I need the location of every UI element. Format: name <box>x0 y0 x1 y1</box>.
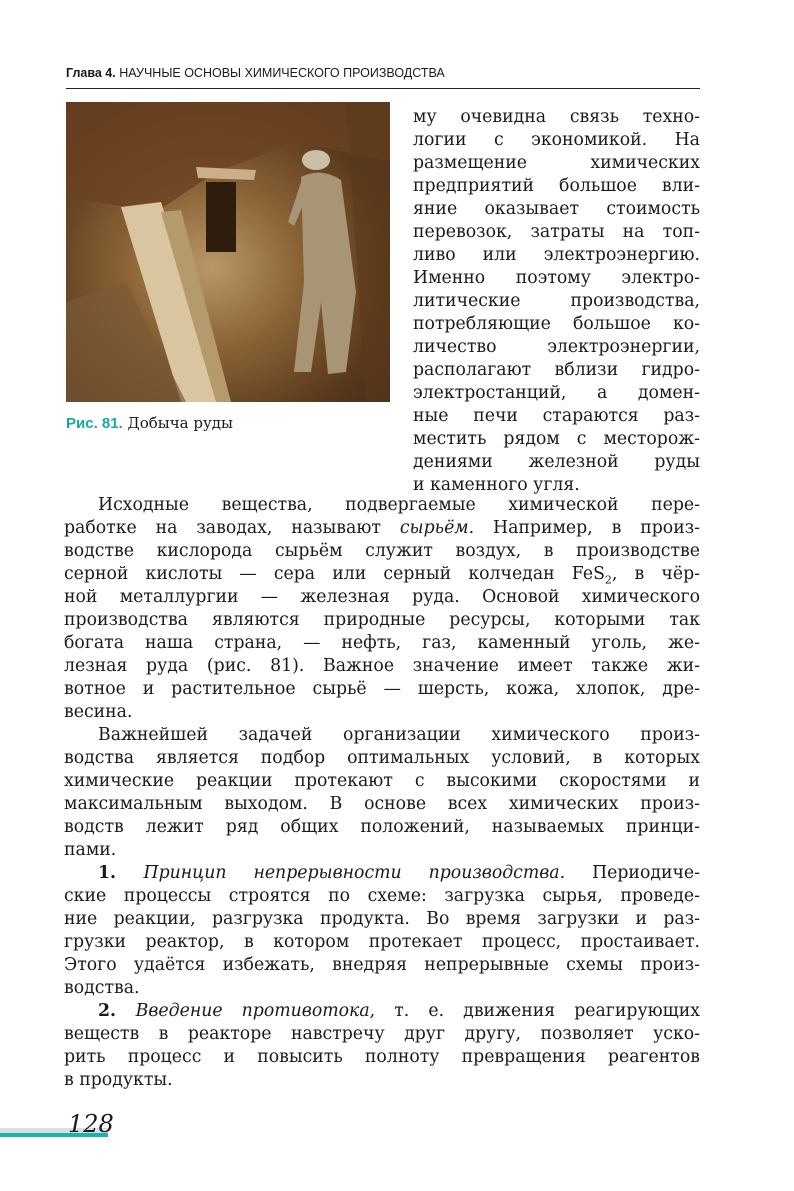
text-line <box>64 655 700 678</box>
text-line <box>64 1000 700 1023</box>
paragraph <box>64 862 700 1000</box>
text-run: работке на заводах, называют <box>64 518 400 538</box>
text-line <box>413 313 700 336</box>
text-run: Исходные вещества, подвергаемые химической пере- <box>98 495 700 515</box>
text-run: грузки реактор, в котором протекает процесс, простаивает. <box>64 932 700 952</box>
text-line <box>64 609 700 632</box>
text-run: 1. <box>98 863 144 883</box>
text-line <box>64 563 700 586</box>
text-run: водства. <box>64 978 140 998</box>
text-run: химические реакции протекают с высокими скоростями и <box>64 771 700 791</box>
text-run: ние реакции, разгрузка продукта. Во время загрузки и раз- <box>64 909 700 929</box>
text-run: Принцип непрерывности производства. <box>143 863 566 883</box>
text-run: местить рядом с месторож- <box>413 429 700 449</box>
text-run: Этого удаётся избежать, внедряя непрерывные схемы произ- <box>64 955 700 975</box>
text-run: водстве кислорода сырьём служит воздух, в производстве <box>64 541 700 561</box>
text-line <box>413 198 700 221</box>
text-line <box>64 1023 700 1046</box>
text-run: располагают вблизи гидро- <box>413 360 700 380</box>
text-run: , т. е. движения реагирующих <box>369 1001 700 1021</box>
text-line <box>64 701 700 724</box>
text-run: 2 <box>604 573 612 587</box>
text-line <box>413 428 700 451</box>
text-run: водств лежит ряд общих положений, называемых принци- <box>64 817 700 837</box>
text-run: Именно поэтому электро- <box>413 268 700 288</box>
text-run: веществ в реакторе навстречу друг другу, позволяет уско- <box>64 1024 700 1044</box>
text-line <box>413 359 700 382</box>
text-run: богата наша страна, — нефть, газ, каменный уголь, же- <box>64 633 700 653</box>
mine-illustration <box>66 102 390 402</box>
text-run: перевозок, затраты на топ- <box>413 222 700 242</box>
text-run: производства являются природные ресурсы, которыми так <box>64 610 700 630</box>
text-run: . Например, в произ- <box>468 518 700 538</box>
text-line <box>413 221 700 244</box>
text-run: рить процесс и повысить полноту превращения реагентов <box>64 1047 700 1067</box>
figure-label: Рис. 81. <box>66 415 123 432</box>
text-run: весина. <box>64 702 133 722</box>
text-line <box>64 862 700 885</box>
text-run: серной кислоты — сера или серный колчедан FeS <box>64 564 605 584</box>
text-run: му очевидна связь техно- <box>413 107 700 127</box>
text-line <box>64 494 700 517</box>
text-line <box>64 793 700 816</box>
text-run: ные печи стараются раз- <box>413 406 700 426</box>
text-line <box>64 770 700 793</box>
text-line <box>413 336 700 359</box>
text-line <box>64 678 700 701</box>
text-run: Важнейшей задачей организации химического произ- <box>98 725 700 745</box>
text-line <box>413 382 700 405</box>
text-run: предприятий большое вли- <box>413 176 700 196</box>
text-line <box>413 405 700 428</box>
body-text <box>64 494 700 1092</box>
running-header <box>66 66 445 80</box>
text-run: личество электроэнергии, <box>413 337 700 357</box>
text-line <box>64 885 700 908</box>
text-line <box>64 931 700 954</box>
figure-caption-text: Добыча руды <box>127 414 233 432</box>
text-run: лезная руда (рис. 81). Важное значение имеет также жи- <box>64 656 700 676</box>
text-line <box>64 540 700 563</box>
text-run: пами. <box>64 840 117 860</box>
text-line <box>64 954 700 977</box>
text-line <box>64 977 700 1000</box>
text-run: ной металлургии — железная руда. Основой химического <box>64 587 700 607</box>
mine-photo <box>66 102 390 402</box>
header-rule <box>66 88 700 89</box>
chapter-label: Глава 4. <box>66 66 116 80</box>
text-run: водства является подбор оптимальных условий, в которых <box>64 748 700 768</box>
text-run: дениями железной руды <box>413 452 700 472</box>
paragraph <box>64 1000 700 1092</box>
text-line <box>413 152 700 175</box>
text-run: логии с экономикой. На <box>413 130 700 150</box>
text-line <box>64 1069 700 1092</box>
paragraph <box>64 494 700 724</box>
text-run: размещение химических <box>413 153 700 173</box>
text-line <box>64 816 700 839</box>
text-line <box>413 451 700 474</box>
figure-caption <box>66 414 233 432</box>
page-number: 128 <box>68 1110 114 1138</box>
text-line <box>64 632 700 655</box>
text-run: электростанций, а домен- <box>413 383 700 403</box>
text-run: ливо или электроэнергию. <box>413 245 700 265</box>
text-line <box>64 724 700 747</box>
text-run: потребляющие большое ко- <box>413 314 700 334</box>
text-run: и каменного угля. <box>413 475 580 495</box>
text-run: вотное и растительное сырьё — шерсть, кожа, хлопок, дре- <box>64 679 700 699</box>
chapter-title: НАУЧНЫЕ ОСНОВЫ ХИМИЧЕСКОГО ПРОИЗВОДСТВА <box>119 66 445 80</box>
text-line <box>64 1046 700 1069</box>
text-line <box>413 290 700 313</box>
text-line <box>64 839 700 862</box>
text-line <box>413 129 700 152</box>
text-line <box>64 747 700 770</box>
text-line <box>413 244 700 267</box>
text-run: литические производства, <box>413 291 700 311</box>
text-line <box>64 586 700 609</box>
text-run: в продукты. <box>64 1070 173 1090</box>
text-run: максимальным выходом. В основе всех химических произ- <box>64 794 700 814</box>
text-run: Введение противотока <box>135 1001 370 1021</box>
text-run: сырьём <box>399 518 469 538</box>
text-line <box>413 106 700 129</box>
text-run: ские процессы строятся по схеме: загрузка сырья, проведе- <box>64 886 700 906</box>
text-run: 2. <box>98 1001 136 1021</box>
side-column-text <box>413 106 700 497</box>
text-line <box>413 175 700 198</box>
text-run: яние оказывает стоимость <box>413 199 700 219</box>
text-line <box>413 267 700 290</box>
paragraph <box>64 724 700 862</box>
text-line <box>64 517 700 540</box>
text-run: Периодиче- <box>565 863 700 883</box>
text-run: , в чёр- <box>611 564 700 584</box>
text-line <box>64 908 700 931</box>
